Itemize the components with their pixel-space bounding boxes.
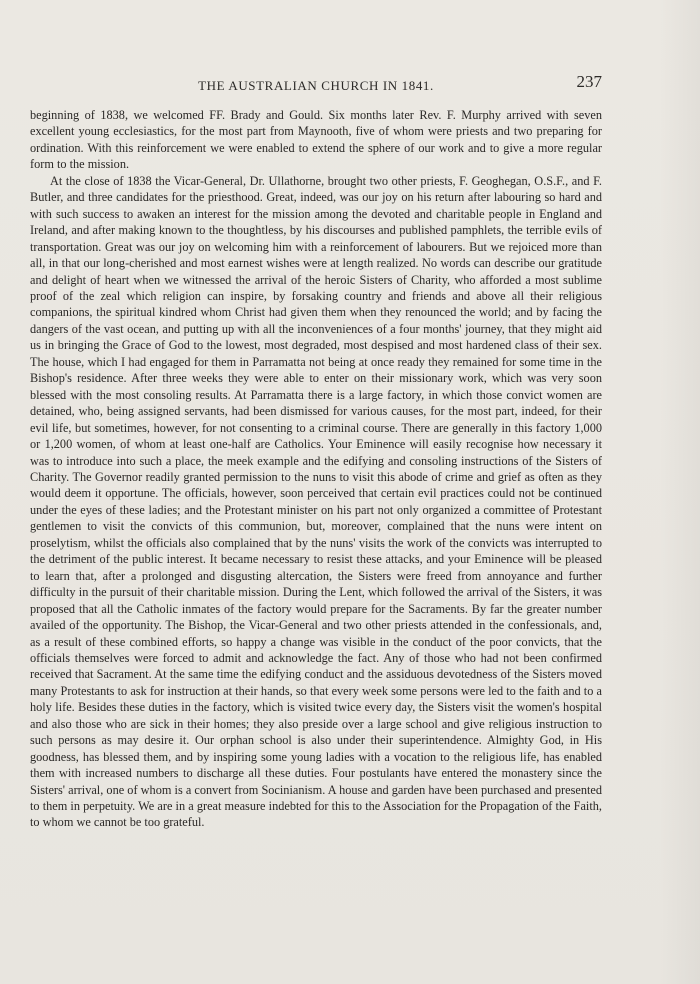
- body-text: [30, 107, 602, 831]
- page-number: 237: [576, 72, 602, 91]
- paragraph-continuation: beginning of 1838, we welcomed FF. Brady and Gould. Six months later Rev. F. Murphy arrived with seven excellent young ecclesiastics, for the most part from Maynooth, five of whom were priests and two preparing for ordination. With this reinforcement we were enabled to extend the sphere of our work and to give a more regular form to the mission.: [30, 108, 602, 172]
- page-header: [30, 72, 602, 96]
- paragraph-sisters-of-charity: At the close of 1838 the Vicar-General, Dr. Ullathorne, brought two other priests, F. Geoghegan, O.S.F., and F. Butler, and three candidates for the priesthood. Great, indeed, was our joy on his return after labouring so hard and with such success to awaken an interest for the mission among the devoted and charitable people in England and Ireland, and after making known to the thoughtless, by his discourses and published pamphlets, the terrible evils of transportation. Great was our joy on welcoming him with a reinforcement of labourers. But we rejoiced more than all, in that our long-cherished and most earnest wishes were at length realized. No words can describe our gratitude and delight of heart when we witnessed the arrival of the heroic Sisters of Charity, who afforded a most sublime proof of the zeal which religion can inspire, by forsaking country and friends and above all their religious companions, the spiritual kindred whom Christ had given them when they renounced the world; and by facing the dangers of the vast ocean, and putting up with all the inconveniences of a four months' journey, that they might aid us in bringing the Grace of God to the lowest, most degraded, most despised and most hardened class of their sex. The house, which I had engaged for them in Parramatta not being at once ready they remained for some time in the Bishop's residence. After three weeks they were able to enter on their missionary work, which was very soon blessed with the most consoling results. At Parramatta there is a large factory, in which those convict women are detained, who, being assigned servants, had been dismissed for various causes, for the most part, indeed, for their evil life, but sometimes, however, for not consenting to a criminal course. There are generally in this factory 1,000 or 1,200 women, of whom at least one-half are Catholics. Your Eminence will easily recognise how necessary it was to introduce into such a place, the meek example and the edifying and consoling instructions of the Sisters of Charity. The Governor readily granted permission to the nuns to visit this abode of crime and grief as often as they would deem it opportune. The officials, however, soon perceived that certain evil practices could not be continued under the eyes of these ladies; and the Protestant minister on his part not only organized a committee of Protestant gentlemen to visit the convicts of this communion, but, moreover, complained that the nuns were intent on proselytism, whilst the officials also complained that by the nuns' visits the work of the convicts was interrupted to the detriment of the public interest. It became necessary to resist these attacks, and your Eminence will be pleased to learn that, after a prolonged and disgusting altercation, the Sisters were freed from annoyance and further difficulty in the pursuit of their charitable mission. During the Lent, which followed the arrival of the Sisters, it was proposed that all the Catholic inmates of the factory would prepare for the Sacraments. By far the greater number availed of the opportunity. The Bishop, the Vicar-General and two other priests attended in the confessionals, and, as a result of these combined efforts, so happy a change was visible in the conduct of the poor convicts, that the officials themselves were forced to admit and acknowledge the fact. Any of those who had not been confirmed received that Sacrament. At the same time the edifying conduct and the assiduous devotedness of the Sisters moved many Protestants to ask for instruction at their hands, so that every week some persons were led to the faith and to a holy life. Besides these duties in the factory, which is visited twice every day, the Sisters visit the women's hospital and also those who are sick in their homes; they also preside over a large school and give religious instruction to such persons as may desire it. Our orphan school is also under their superintendence. Almighty God, in His goodness, has blessed them, and by inspiring some young ladies with a vocation to the religious life, has enabled them with increased numbers to discharge all these duties. Four postulants have entered the monastery since the Sisters' arrival, one of whom is a convert from Socinianism. A house and garden have been purchased and presented to them in perpetuity. We are in a great measure indebted for this to the Association for the Propagation of the Faith, to whom we cannot be too grateful.: [30, 173, 602, 830]
- running-title: THE AUSTRALIAN CHURCH IN 1841.: [198, 78, 434, 93]
